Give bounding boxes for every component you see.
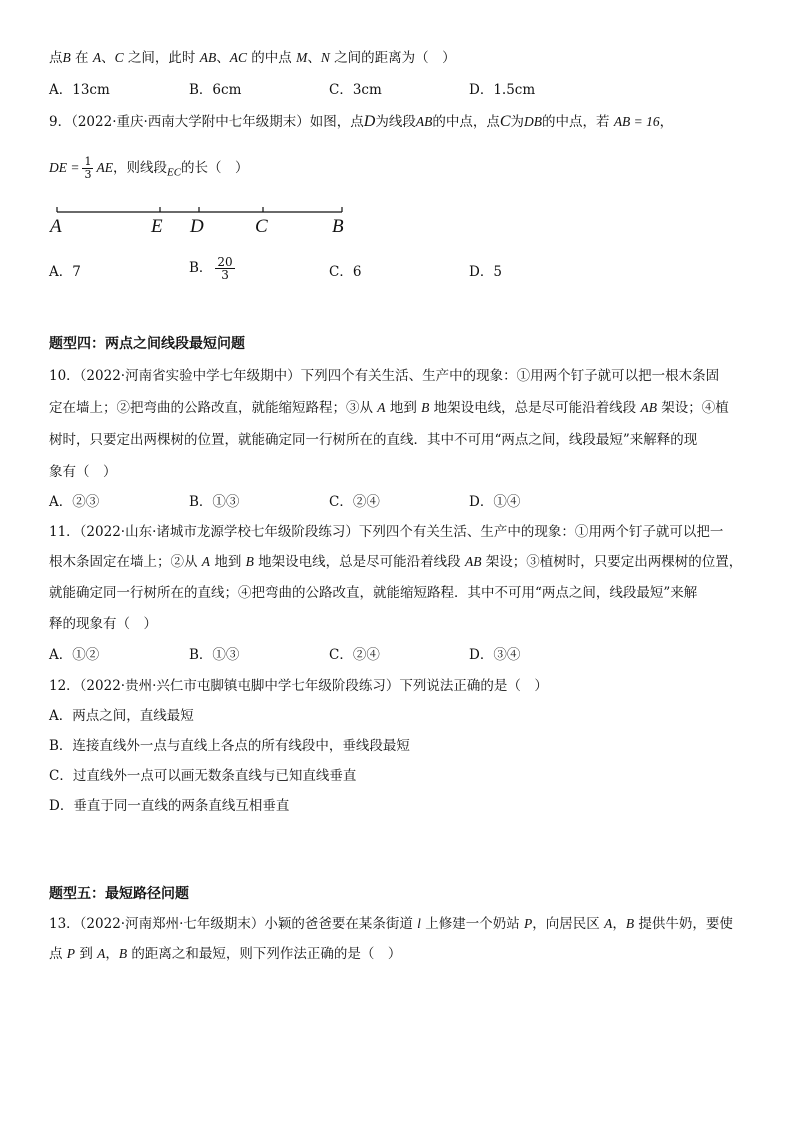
q9-option-b: B． $\frac{20}{3}$ bbox=[189, 255, 233, 282]
q10-option-b: B．①③ bbox=[189, 494, 240, 510]
q12-option-b: B．连接直线外一点与直线上各点的所有线段中，垂线段最短 bbox=[49, 738, 410, 754]
q11-option-b: B．①③ bbox=[189, 647, 240, 663]
q8-option-c: C．3cm bbox=[329, 82, 382, 98]
q11-line4: 释的现象有（ ） bbox=[49, 616, 157, 632]
q9-stem-line1: 9．（2022·重庆·西南大学附中七年级期末）如图，点D为线段AB的中点，点C为DB的中点，若 AB = 16， bbox=[49, 113, 674, 130]
segment-figure bbox=[0, 0, 800, 250]
label-c: C bbox=[255, 216, 268, 237]
label-b: B bbox=[332, 216, 344, 237]
q10-option-d: D．①④ bbox=[469, 494, 521, 510]
q12-option-d: D．垂直于同一直线的两条直线互相垂直 bbox=[49, 798, 290, 814]
q8-option-a: A．13cm bbox=[49, 82, 110, 98]
q11-line2: 根木条固定在墙上；②从 A 地到 B 地架设电线，总是尽可能沿着线段 AB 架设；③植树时，只要定出两棵树的位置， bbox=[49, 554, 743, 570]
q9-option-c: C．6 bbox=[329, 264, 362, 280]
section-title-5: 题型五：最短路径问题 bbox=[49, 886, 189, 902]
q8-option-b: B．6cm bbox=[189, 82, 242, 98]
q13-line1: 13．（2022·河南郑州·七年级期末）小颖的爸爸要在某条街道 l 上修建一个奶站 P，向居民区 A，B 提供牛奶，要使 bbox=[49, 916, 733, 932]
q11-line1: 11．（2022·山东·诸城市龙源学校七年级阶段练习）下列四个有关生活、生产中的现象：①用两个钉子就可以把一 bbox=[49, 524, 724, 540]
q12-stem: 12．（2022·贵州·兴仁市屯脚镇屯脚中学七年级阶段练习）下列说法正确的是（ ） bbox=[49, 678, 548, 694]
q12-option-a: A．两点之间，直线最短 bbox=[49, 708, 194, 724]
q10-option-c: C．②④ bbox=[329, 494, 380, 510]
q10-line4: 象有（ ） bbox=[49, 464, 117, 480]
q12-option-c: C．过直线外一点可以画无数条直线与已知直线垂直 bbox=[49, 768, 357, 784]
fraction-one-third: $\frac{1}{3}$ bbox=[84, 155, 92, 181]
q10-line2: 定在墙上；②把弯曲的公路改直，就能缩短路程；③从 A 地到 B 地架设电线，总是尽可能沿着线段 AB 架设；④植 bbox=[49, 400, 729, 416]
q10-line1: 10．（2022·河南省实验中学七年级期中）下列四个有关生活、生产中的现象：①用两个钉子就可以把一根木条固 bbox=[49, 368, 720, 384]
q11-line3: 就能确定同一行树所在的直线；④把弯曲的公路改直，就能缩短路程．其中不可用“两点之间，线段最短”来解 bbox=[49, 585, 698, 601]
label-a: A bbox=[50, 216, 62, 237]
q11-option-c: C．②④ bbox=[329, 647, 380, 663]
label-e: E bbox=[151, 216, 163, 237]
section-title-4: 题型四：两点之间线段最短问题 bbox=[49, 336, 245, 352]
q11-option-a: A．①② bbox=[49, 647, 100, 663]
q9-stem-line2: DE = $\frac{1}{3}$ AE，则线段$_{EC}$的长（ ） bbox=[49, 155, 249, 181]
q11-option-d: D．③④ bbox=[469, 647, 521, 663]
q10-option-a: A．②③ bbox=[49, 494, 100, 510]
q9-option-d: D．5 bbox=[469, 264, 502, 280]
q13-line2: 点 P 到 A，B 的距离之和最短，则下列作法正确的是（ ） bbox=[49, 946, 402, 962]
q8-stem: 点B 在 A、C 之间，此时 AB、AC 的中点 M、N 之间的距离为（ ） bbox=[49, 50, 456, 66]
q9-option-a: A．7 bbox=[49, 264, 81, 280]
q10-line3: 树时，只要定出两棵树的位置，就能确定同一行树所在的直线．其中不可用“两点之间，线段最短”来解释的现 bbox=[49, 432, 698, 448]
label-d: D bbox=[190, 216, 204, 237]
q8-option-d: D．1.5cm bbox=[469, 82, 536, 98]
